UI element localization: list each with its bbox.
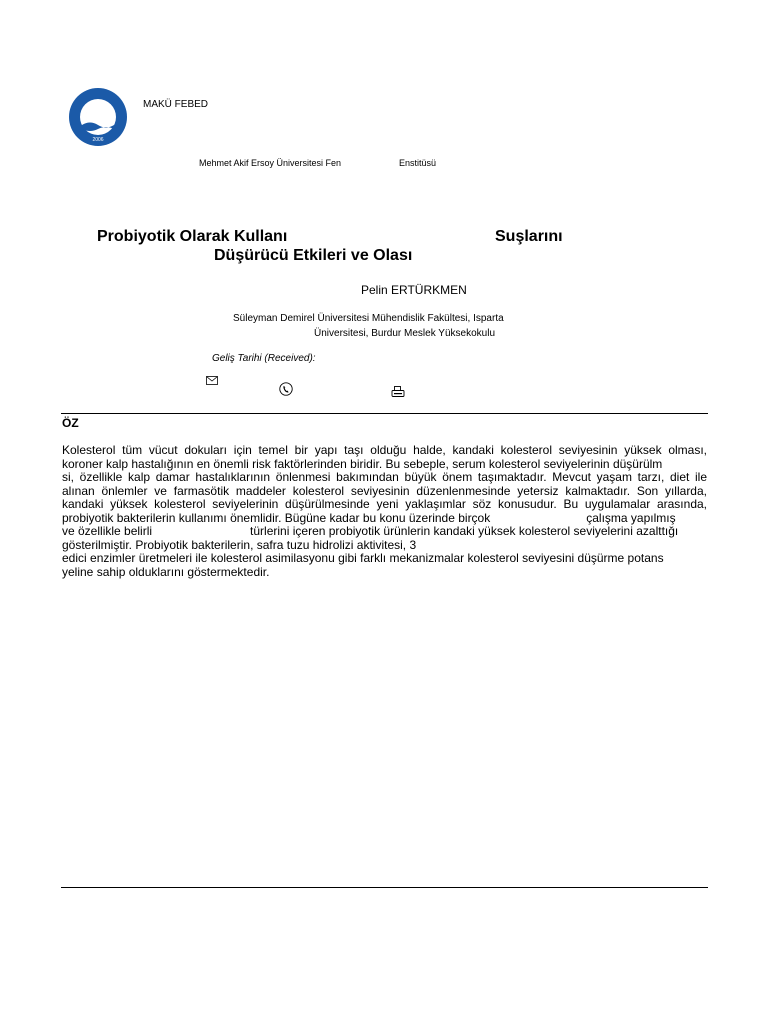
abstract-line: alınan önlemler ve farmasötik maddeler kolesterol seviyesinin düzenlenmesinde yetersiz kalmaktadır. Son yıllarda, — [62, 484, 707, 498]
fax-icon — [391, 385, 405, 397]
section-divider-bottom — [61, 887, 708, 888]
abstract-line: koroner kalp hastalığının en önemli risk faktörlerinden biridir. Bu sebeple, serum kolesterol seviyelerinin düşürülm — [62, 457, 663, 471]
journal-name: MAKÜ FEBED — [143, 99, 209, 110]
received-date-label: Geliş Tarihi (Received): — [212, 353, 316, 364]
article-title-part-2: Suşlarını — [495, 228, 563, 245]
envelope-icon — [206, 372, 218, 381]
abstract-line — [62, 512, 707, 526]
section-divider-top — [61, 413, 708, 414]
abstract-line: kandaki yüksek kolesterol seviyelerinin düşürülmesinde yeni yaklaşımlar söz konusudur. Bu uygulamalar arasında, — [62, 498, 707, 511]
affiliation-line-1: Süleyman Demirel Üniversitesi Mühendislik Fakültesi, Isparta — [233, 313, 504, 324]
abstract-line: yeline sahip olduklarını göstermektedir. — [62, 565, 270, 579]
abstract-line-segment: probiyotik bakterilerin kullanımı önemlidir. Bügüne kadar bu konu üzerinde birçok — [62, 511, 491, 525]
affiliation-line-2: Üniversitesi, Burdur Meslek Yüksekokulu — [314, 328, 496, 339]
abstract-heading: ÖZ — [62, 416, 79, 430]
phone-icon — [279, 382, 293, 396]
abstract-line-segment: türlerini içeren probiyotik ürünlerin kandaki yüksek kolesterol seviyelerini azalttığı — [250, 525, 679, 538]
author-name: Pelin ERTÜRKMEN — [361, 283, 467, 297]
abstract-line: si, özellikle kalp damar hastalıklarının önlenmesi bakımından büyük önem taşımaktadır. Mevcut yaşam tarzı, diet ile — [62, 471, 707, 484]
abstract-line — [62, 525, 707, 539]
abstract-line-segment: çalışma yapılmış — [586, 511, 676, 525]
institute-suffix: Enstitüsü — [399, 158, 437, 168]
abstract-line: gösterilmiştir. Probiyotik bakterilerin, safra tuzu hidrolizi aktivitesi, 3 — [62, 538, 417, 552]
logo-year: 2006 — [92, 137, 104, 143]
abstract-line: Kolesterol tüm vücut dokuları için temel bir yapı taşı olduğu halde, kandaki kolesterol seviyesinin yüksek olması, — [62, 444, 707, 457]
institute-name: Mehmet Akif Ersoy Üniversitesi Fen — [199, 158, 342, 168]
article-title-part-3: Düşürücü Etkileri ve Olası — [214, 247, 413, 264]
abstract-body — [62, 444, 707, 579]
university-logo — [68, 87, 128, 147]
article-title-part-1: Probiyotik Olarak Kullanı — [97, 228, 288, 245]
abstract-line-segment: ve özellikle belirli — [62, 525, 153, 538]
abstract-line: edici enzimler üretmeleri ile kolesterol asimilasyonu gibi farklı mekanizmalar kolesterol seviyesini düşürme potans — [62, 552, 664, 565]
